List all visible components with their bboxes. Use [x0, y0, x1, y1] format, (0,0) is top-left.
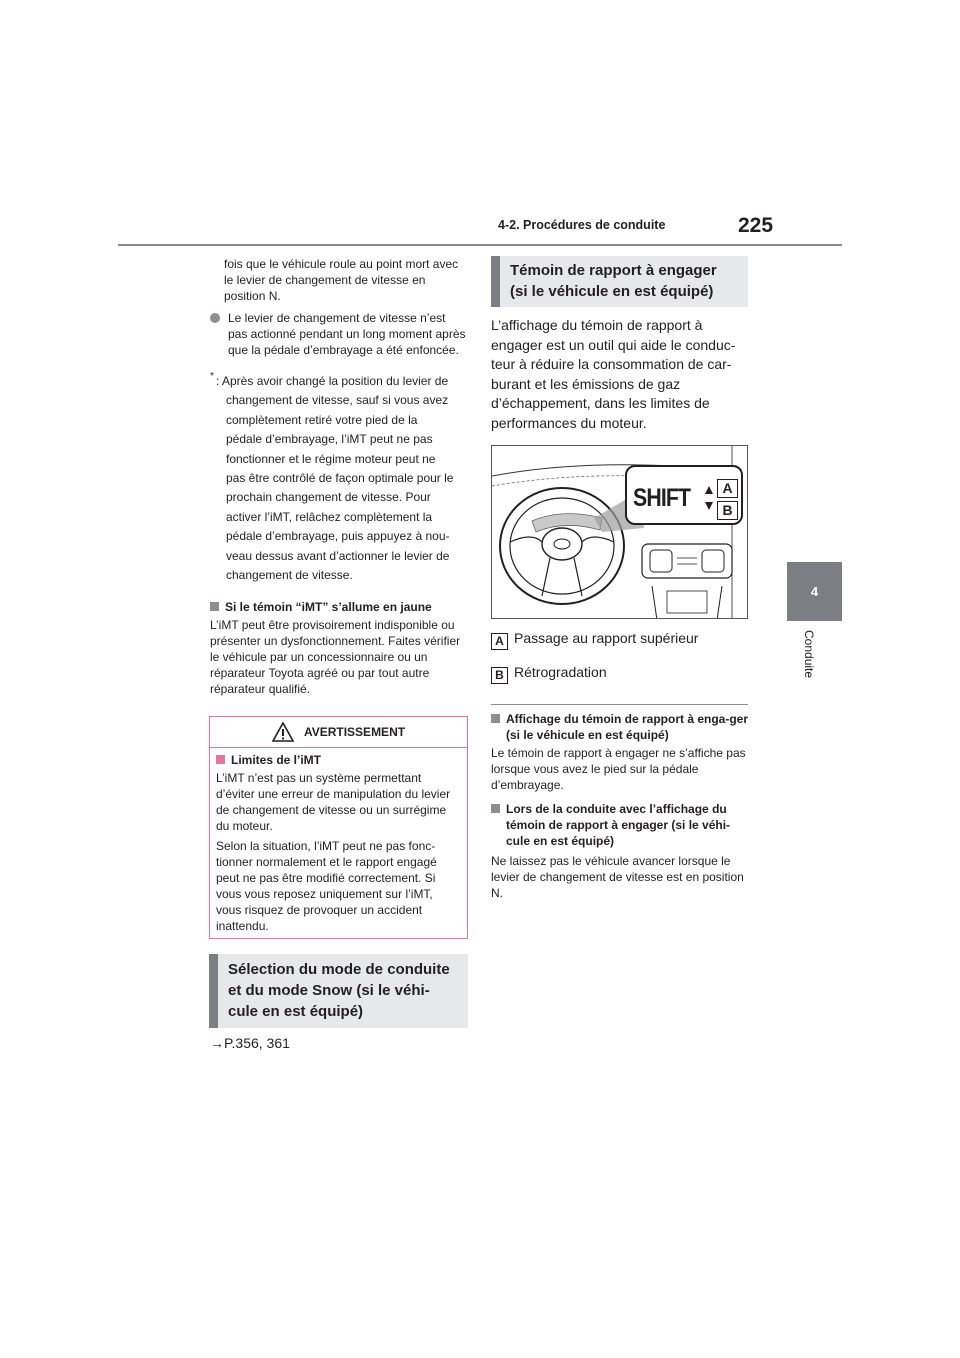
footnote-line: activer l’iMT, relâchez complètement la — [226, 509, 433, 524]
legend-item-a: A Passage au rapport supérieur — [491, 629, 698, 650]
bullet-item — [210, 310, 466, 358]
imt-heading: Si le témoin “iMT” s’allume en jaune — [210, 599, 468, 615]
dashboard-drawing — [492, 446, 748, 619]
footnote-line: changement de vitesse, sauf si vous avez — [226, 393, 449, 408]
warning-box — [209, 716, 468, 939]
legend-key-b: B — [491, 667, 508, 684]
continuation-text: fois que le véhicule roule au point mort avec le levier de changement de vitesse en position N. — [224, 257, 459, 303]
chapter-label: Conduite — [802, 630, 816, 679]
footnote-line: pédale d’embrayage, l’iMT peut ne pas — [226, 432, 433, 447]
footnote-line: pas être contrôlé de façon optimale pour le — [226, 471, 454, 486]
chapter-tab: 4 — [787, 562, 842, 621]
note1-heading: Affichage du témoin de rapport à enga-ger (si le véhicule en est équipé) — [491, 711, 749, 743]
warning-heading: Limites de l’iMT — [216, 752, 461, 768]
legend-item-b: B Rétrogradation — [491, 663, 607, 684]
bullet-icon — [210, 313, 220, 323]
bullet-text: Le levier de changement de vitesse n’est pas actionné pendant un long moment après que la pédale d’embrayage a été enfoncée. — [228, 311, 466, 357]
footnote-line: veau dessus avant d’actionner le levier de — [226, 548, 450, 563]
footnote-line: changement de vitesse. — [226, 568, 353, 583]
warning-para-2: Selon la situation, l’iMT peut ne pas fonc-tionner normalement et le rapport engagé peut ne pas être modifié correctement. Si vous vous reposez uniquement sur l’iMT, vous risquez de provoquer un accident inattendu. — [216, 839, 437, 933]
note1-text: Le témoin de rapport à engager ne s’affiche pas lorsque vous avez le pied sur la pédale d’embrayage. — [491, 746, 746, 792]
footnote-mark: * — [210, 371, 214, 382]
footnote-line: complètement retiré votre pied de la — [226, 412, 418, 427]
callout-label-a: A — [717, 479, 738, 498]
footnote-line: fonctionner et le régime moteur peut ne — [226, 451, 436, 466]
note2-heading: Lors de la conduite avec l’affichage du témoin de rapport à engager (si le véhi-cule en est équipé) — [491, 801, 749, 849]
page-reference: →P.356, 361 — [210, 1035, 290, 1051]
square-bullet-icon — [210, 602, 219, 611]
section-heading-drive-mode: Sélection du mode de conduite et du mode Snow (si le véhi-cule en est équipé) — [209, 954, 468, 1028]
warning-para-1: L’iMT n’est pas un système permettant d’éviter une erreur de manipulation du levier de changement de vitesse ou un surrégime du moteur. — [216, 771, 451, 833]
running-header: 4-2. Procédures de conduite — [498, 218, 666, 232]
header-divider — [118, 244, 842, 246]
footnote-line: prochain changement de vitesse. Pour — [226, 490, 431, 505]
footnote-line-0: : Après avoir changé la position du levier de — [216, 374, 449, 388]
notes-divider — [491, 704, 748, 705]
footnote-line: pédale d’embrayage, puis appuyez à nou- — [226, 529, 450, 544]
section-heading-shift-indicator: Témoin de rapport à engager (si le véhicule en est équipé) — [491, 256, 748, 307]
warning-title: AVERTISSEMENT — [303, 725, 406, 739]
intro-text: L’affichage du témoin de rapport à engager est un outil qui aide le conduc-teur à réduire la consommation de car-burant et les émissions de gaz d’échappement, dans les limites de performances du moteur. — [491, 317, 736, 431]
callout-label-b: B — [717, 501, 738, 520]
shift-display-text: SHIFT — [633, 484, 691, 512]
imt-text: L’iMT peut être provisoirement indisponible ou présenter un dysfonctionnement. Faites vérifier le véhicule par un concessionnaire ou un réparateur Toyota agréé ou par tout autre réparateur qualifié. — [210, 618, 461, 696]
page-number: 225 — [738, 214, 774, 237]
square-bullet-icon — [491, 804, 500, 813]
square-bullet-icon — [491, 714, 500, 723]
note2-text: Ne laissez pas le véhicule avancer lorsque le levier de changement de vitesse est en position N. — [491, 854, 744, 900]
warning-header — [210, 717, 467, 748]
square-bullet-icon — [216, 755, 225, 764]
legend-key-a: A — [491, 633, 508, 650]
footnote — [210, 372, 468, 585]
shift-arrows-icon — [704, 484, 714, 512]
warning-icon — [272, 722, 294, 742]
dashboard-illustration — [491, 445, 748, 619]
